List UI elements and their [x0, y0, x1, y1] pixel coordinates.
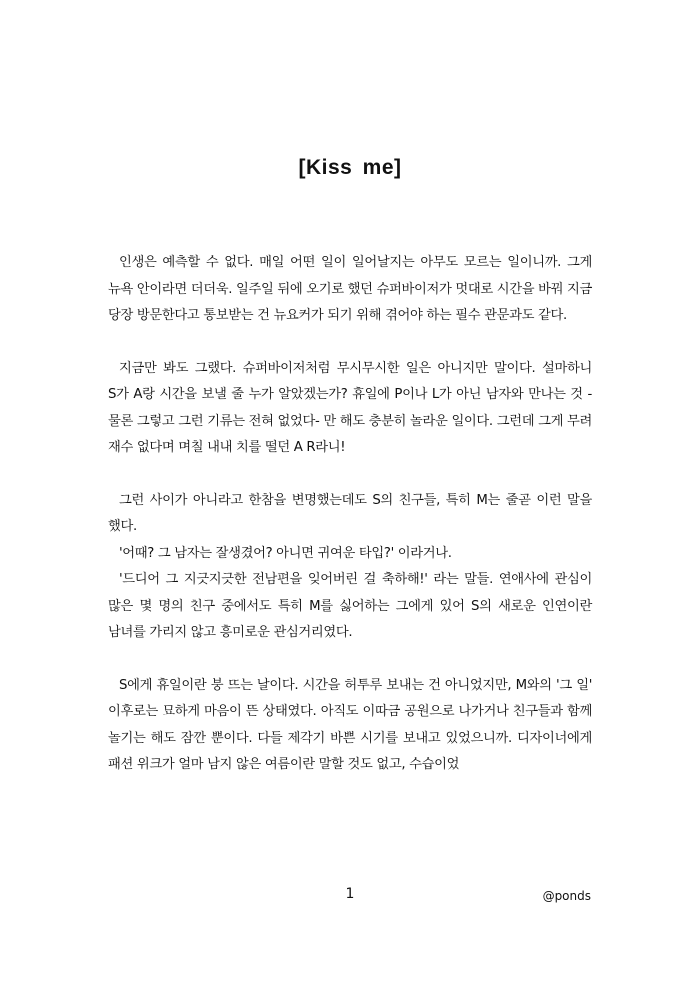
paragraph-2: 지금만 봐도 그랬다. 슈퍼바이저처럼 무시무시한 일은 아니지만 말이다. 설마하니 S가 A랑 시간을 보낼 줄 누가 알았겠는가? 휴일에 P이나 L가 아닌 남자와 만나는 것 -물론 그렇고 그런 기류는 전혀 없었다- 만 해도 충분히 놀라운 일이다. 그런데 그게 무려 재수 없다며 며칠 내내 치를 떨던 A R라니! — [108, 360, 592, 455]
paragraph-1: 인생은 예측할 수 없다. 매일 어떤 일이 일어날지는 아무도 모르는 일이니까. 그게 뉴욕 안이라면 더더욱. 일주일 뒤에 오기로 했던 슈퍼바이저가 멋대로 시간을 바꿔 지금 당장 방문한다고 통보받는 건 뉴요커가 되기 위해 겪어야 하는 필수 관문과도 같다. — [108, 255, 592, 323]
paragraph-4: S에게 휴일이란 붕 뜨는 날이다. 시간을 허투루 보내는 건 아니었지만, M와의 '그 일' 이후로는 묘하게 마음이 뜬 상태였다. 아직도 이따금 공원으로 나가거나 친구들과 함께 놀기는 해도 잠깐 뿐이다. 다들 제각기 바쁜 시기를 보내고 있었으니까. 디자이너에게 패션 위크가 얼마 남지 않은 여름이란 말할 것도 없고, 수습이었 — [108, 677, 592, 772]
document-body — [108, 250, 592, 805]
page-number: 1 — [345, 886, 355, 902]
dialogue-line-2: '드디어 그 지긋지긋한 전남편을 잊어버린 걸 축하해!' 라는 말들. 연애사에 관심이 많은 몇 명의 친구 중에서도 특히 M를 싫어하는 그에게 있어 S의 새로운 인연이란 남녀를 가리지 않고 흥미로운 관심거리였다. — [108, 572, 592, 640]
dialogue-line-1: '어때? 그 남자는 잘생겼어? 아니면 귀여운 타입?' 이라거나. — [119, 545, 452, 561]
document-title: [Kiss me] — [298, 156, 402, 179]
author-credit: @ponds — [542, 889, 591, 903]
paragraph-3: 그런 사이가 아니라고 한참을 변명했는데도 S의 친구들, 특히 M는 줄곧 이런 말을 했다. — [108, 492, 592, 534]
